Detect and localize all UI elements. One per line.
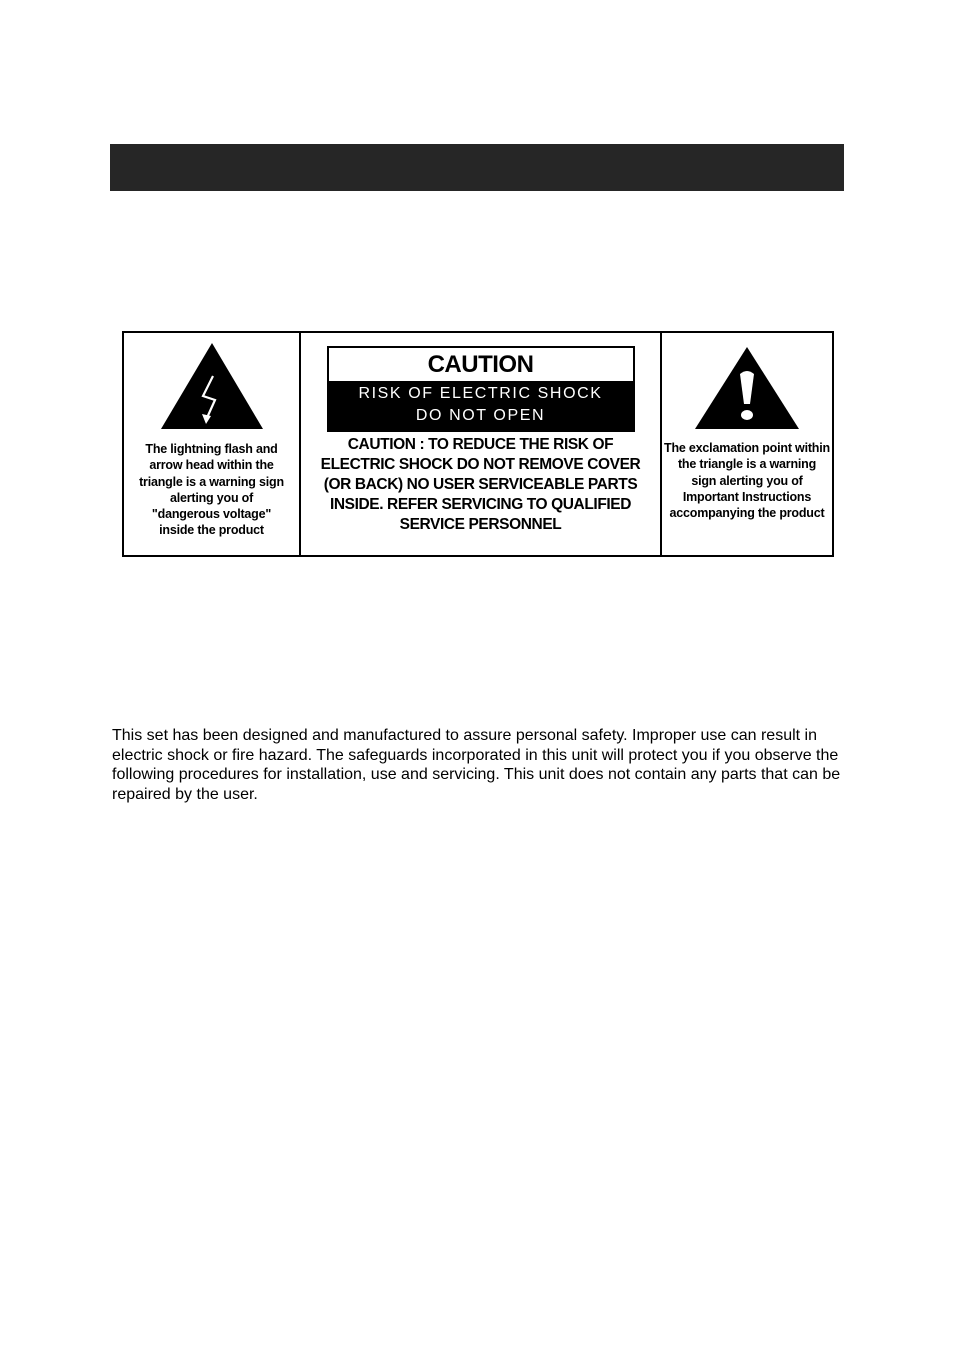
caution-body-text: CAUTION : TO REDUCE THE RISK OF ELECTRIC SHOCK DO NOT REMOVE COVER (OR BACK) NO USER SERVICEABLE PARTS INSIDE. REFER SERVICING TO QUALIFIED SERVICE PERSONNEL <box>320 436 641 533</box>
instructions-warning-column <box>662 333 832 555</box>
shock-risk-line: RISK OF ELECTRIC SHOCK <box>358 385 603 402</box>
voltage-warning-column <box>124 333 301 555</box>
caution-label-box <box>327 346 635 432</box>
caution-title: CAUTION <box>427 350 534 378</box>
lightning-warning-triangle-icon <box>160 342 264 430</box>
header-bar <box>110 144 844 191</box>
do-not-open-line: DO NOT OPEN <box>415 407 546 424</box>
exclamation-warning-triangle-icon <box>694 346 800 430</box>
shock-risk-banner <box>329 381 633 430</box>
instructions-warning-text: The exclamation point within the triangle is a warning sign alerting you of Important Instructions accompanying the product <box>664 441 830 521</box>
voltage-warning-text: The lightning flash and arrow head within the triangle is a warning sign alerting you of "dangerous voltage" inside the product <box>139 442 284 538</box>
caution-column <box>301 333 662 555</box>
caution-panel <box>122 331 834 557</box>
safety-intro-paragraph: This set has been designed and manufactured to assure personal safety. Improper use can result in electric shock or fire hazard. The safeguards incorporated in this unit will protect you if you observe the following procedures for installation, use and servicing. This unit does not contain any parts that can be repaired by the user. <box>112 727 841 804</box>
